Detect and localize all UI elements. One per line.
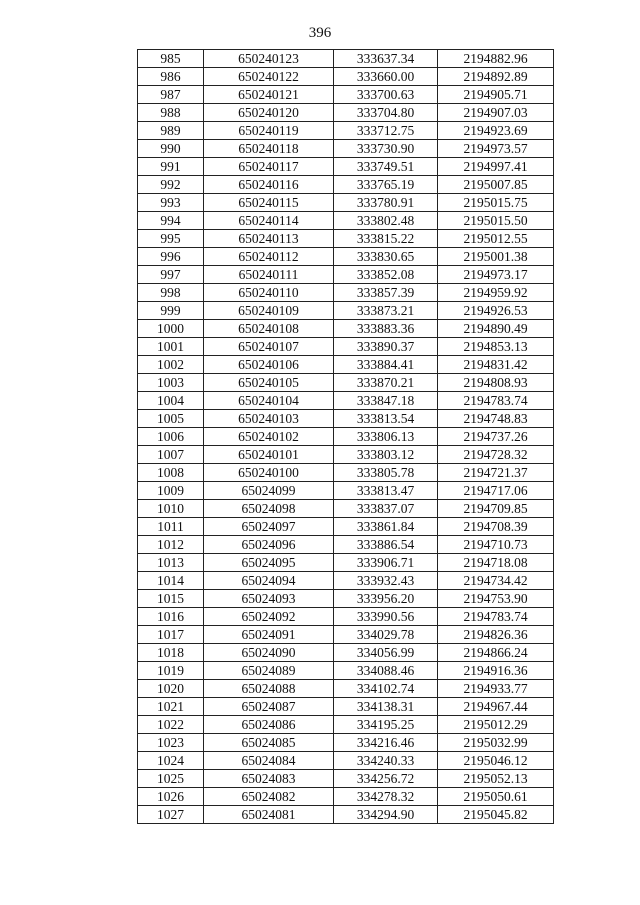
point-id-cell: 650240104 — [204, 392, 334, 410]
y-coordinate-cell: 2195045.82 — [438, 806, 554, 824]
x-coordinate-cell: 333886.54 — [334, 536, 438, 554]
y-coordinate-cell: 2195007.85 — [438, 176, 554, 194]
x-coordinate-cell: 334278.32 — [334, 788, 438, 806]
x-coordinate-cell: 333765.19 — [334, 176, 438, 194]
y-coordinate-cell: 2194708.39 — [438, 518, 554, 536]
point-id-cell: 650240108 — [204, 320, 334, 338]
row-index-cell: 998 — [138, 284, 204, 302]
x-coordinate-cell: 333852.08 — [334, 266, 438, 284]
row-index-cell: 989 — [138, 122, 204, 140]
row-index-cell: 996 — [138, 248, 204, 266]
table-row — [138, 50, 554, 68]
point-id-cell: 65024099 — [204, 482, 334, 500]
table-row — [138, 194, 554, 212]
y-coordinate-cell: 2194933.77 — [438, 680, 554, 698]
table-row — [138, 464, 554, 482]
point-id-cell: 650240114 — [204, 212, 334, 230]
table-row — [138, 284, 554, 302]
row-index-cell: 1002 — [138, 356, 204, 374]
table-row — [138, 122, 554, 140]
y-coordinate-cell: 2195012.55 — [438, 230, 554, 248]
x-coordinate-cell: 334138.31 — [334, 698, 438, 716]
table-row — [138, 104, 554, 122]
coordinates-table — [137, 49, 554, 824]
table-row — [138, 698, 554, 716]
y-coordinate-cell: 2194728.32 — [438, 446, 554, 464]
row-index-cell: 991 — [138, 158, 204, 176]
table-row — [138, 338, 554, 356]
table-row — [138, 140, 554, 158]
point-id-cell: 650240120 — [204, 104, 334, 122]
table-row — [138, 86, 554, 104]
table-row — [138, 590, 554, 608]
y-coordinate-cell: 2194967.44 — [438, 698, 554, 716]
table-row — [138, 518, 554, 536]
x-coordinate-cell: 333749.51 — [334, 158, 438, 176]
row-index-cell: 1025 — [138, 770, 204, 788]
x-coordinate-cell: 334256.72 — [334, 770, 438, 788]
x-coordinate-cell: 333712.75 — [334, 122, 438, 140]
table-row — [138, 500, 554, 518]
table-body — [138, 50, 554, 824]
x-coordinate-cell: 334240.33 — [334, 752, 438, 770]
row-index-cell: 993 — [138, 194, 204, 212]
point-id-cell: 650240106 — [204, 356, 334, 374]
point-id-cell: 650240112 — [204, 248, 334, 266]
row-index-cell: 1015 — [138, 590, 204, 608]
table-row — [138, 644, 554, 662]
y-coordinate-cell: 2195046.12 — [438, 752, 554, 770]
table-row — [138, 410, 554, 428]
row-index-cell: 1004 — [138, 392, 204, 410]
table-row — [138, 230, 554, 248]
x-coordinate-cell: 333857.39 — [334, 284, 438, 302]
x-coordinate-cell: 333704.80 — [334, 104, 438, 122]
table-row — [138, 356, 554, 374]
row-index-cell: 1003 — [138, 374, 204, 392]
y-coordinate-cell: 2195050.61 — [438, 788, 554, 806]
row-index-cell: 1000 — [138, 320, 204, 338]
x-coordinate-cell: 333890.37 — [334, 338, 438, 356]
x-coordinate-cell: 333803.12 — [334, 446, 438, 464]
y-coordinate-cell: 2194866.24 — [438, 644, 554, 662]
y-coordinate-cell: 2194973.57 — [438, 140, 554, 158]
point-id-cell: 65024084 — [204, 752, 334, 770]
y-coordinate-cell: 2194710.73 — [438, 536, 554, 554]
y-coordinate-cell: 2194916.36 — [438, 662, 554, 680]
row-index-cell: 1012 — [138, 536, 204, 554]
y-coordinate-cell: 2194973.17 — [438, 266, 554, 284]
point-id-cell: 65024096 — [204, 536, 334, 554]
y-coordinate-cell: 2194808.93 — [438, 374, 554, 392]
table-row — [138, 626, 554, 644]
x-coordinate-cell: 333883.36 — [334, 320, 438, 338]
x-coordinate-cell: 333847.18 — [334, 392, 438, 410]
y-coordinate-cell: 2194783.74 — [438, 608, 554, 626]
x-coordinate-cell: 333660.00 — [334, 68, 438, 86]
table-row — [138, 662, 554, 680]
point-id-cell: 650240117 — [204, 158, 334, 176]
point-id-cell: 650240105 — [204, 374, 334, 392]
row-index-cell: 1014 — [138, 572, 204, 590]
row-index-cell: 1017 — [138, 626, 204, 644]
table-row — [138, 482, 554, 500]
point-id-cell: 650240119 — [204, 122, 334, 140]
y-coordinate-cell: 2194997.41 — [438, 158, 554, 176]
x-coordinate-cell: 333990.56 — [334, 608, 438, 626]
x-coordinate-cell: 333805.78 — [334, 464, 438, 482]
point-id-cell: 65024087 — [204, 698, 334, 716]
point-id-cell: 650240116 — [204, 176, 334, 194]
table-row — [138, 302, 554, 320]
point-id-cell: 65024098 — [204, 500, 334, 518]
row-index-cell: 1007 — [138, 446, 204, 464]
y-coordinate-cell: 2194826.36 — [438, 626, 554, 644]
row-index-cell: 988 — [138, 104, 204, 122]
x-coordinate-cell: 333906.71 — [334, 554, 438, 572]
table-row — [138, 734, 554, 752]
y-coordinate-cell: 2194882.96 — [438, 50, 554, 68]
x-coordinate-cell: 333956.20 — [334, 590, 438, 608]
table-row — [138, 806, 554, 824]
row-index-cell: 999 — [138, 302, 204, 320]
x-coordinate-cell: 333637.34 — [334, 50, 438, 68]
x-coordinate-cell: 333873.21 — [334, 302, 438, 320]
x-coordinate-cell: 333932.43 — [334, 572, 438, 590]
row-index-cell: 1023 — [138, 734, 204, 752]
table-row — [138, 68, 554, 86]
point-id-cell: 650240121 — [204, 86, 334, 104]
point-id-cell: 650240101 — [204, 446, 334, 464]
row-index-cell: 1016 — [138, 608, 204, 626]
x-coordinate-cell: 333815.22 — [334, 230, 438, 248]
row-index-cell: 1021 — [138, 698, 204, 716]
x-coordinate-cell: 333730.90 — [334, 140, 438, 158]
point-id-cell: 65024092 — [204, 608, 334, 626]
x-coordinate-cell: 333780.91 — [334, 194, 438, 212]
x-coordinate-cell: 333870.21 — [334, 374, 438, 392]
table-row — [138, 446, 554, 464]
point-id-cell: 650240123 — [204, 50, 334, 68]
y-coordinate-cell: 2194748.83 — [438, 410, 554, 428]
row-index-cell: 1001 — [138, 338, 204, 356]
y-coordinate-cell: 2194853.13 — [438, 338, 554, 356]
table-row — [138, 248, 554, 266]
row-index-cell: 1027 — [138, 806, 204, 824]
table-row — [138, 212, 554, 230]
point-id-cell: 65024093 — [204, 590, 334, 608]
table-row — [138, 554, 554, 572]
y-coordinate-cell: 2194709.85 — [438, 500, 554, 518]
point-id-cell: 65024081 — [204, 806, 334, 824]
point-id-cell: 650240118 — [204, 140, 334, 158]
point-id-cell: 650240109 — [204, 302, 334, 320]
table-row — [138, 608, 554, 626]
point-id-cell: 65024095 — [204, 554, 334, 572]
row-index-cell: 1026 — [138, 788, 204, 806]
y-coordinate-cell: 2194737.26 — [438, 428, 554, 446]
page-number: 396 — [308, 25, 332, 41]
row-index-cell: 1022 — [138, 716, 204, 734]
y-coordinate-cell: 2194923.69 — [438, 122, 554, 140]
row-index-cell: 990 — [138, 140, 204, 158]
x-coordinate-cell: 333884.41 — [334, 356, 438, 374]
row-index-cell: 1008 — [138, 464, 204, 482]
x-coordinate-cell: 333830.65 — [334, 248, 438, 266]
table-row — [138, 158, 554, 176]
point-id-cell: 650240110 — [204, 284, 334, 302]
row-index-cell: 994 — [138, 212, 204, 230]
table-row — [138, 176, 554, 194]
table-row — [138, 788, 554, 806]
row-index-cell: 987 — [138, 86, 204, 104]
x-coordinate-cell: 333700.63 — [334, 86, 438, 104]
table-row — [138, 266, 554, 284]
x-coordinate-cell: 333806.13 — [334, 428, 438, 446]
y-coordinate-cell: 2194717.06 — [438, 482, 554, 500]
row-index-cell: 1010 — [138, 500, 204, 518]
x-coordinate-cell: 334088.46 — [334, 662, 438, 680]
x-coordinate-cell: 333802.48 — [334, 212, 438, 230]
x-coordinate-cell: 334195.25 — [334, 716, 438, 734]
table-row — [138, 572, 554, 590]
point-id-cell: 650240103 — [204, 410, 334, 428]
y-coordinate-cell: 2195015.75 — [438, 194, 554, 212]
point-id-cell: 650240111 — [204, 266, 334, 284]
x-coordinate-cell: 334294.90 — [334, 806, 438, 824]
row-index-cell: 1018 — [138, 644, 204, 662]
table-row — [138, 392, 554, 410]
table-row — [138, 320, 554, 338]
point-id-cell: 650240115 — [204, 194, 334, 212]
y-coordinate-cell: 2194718.08 — [438, 554, 554, 572]
table-row — [138, 752, 554, 770]
y-coordinate-cell: 2194783.74 — [438, 392, 554, 410]
row-index-cell: 1011 — [138, 518, 204, 536]
point-id-cell: 65024086 — [204, 716, 334, 734]
row-index-cell: 997 — [138, 266, 204, 284]
table-row — [138, 716, 554, 734]
row-index-cell: 1006 — [138, 428, 204, 446]
x-coordinate-cell: 334216.46 — [334, 734, 438, 752]
y-coordinate-cell: 2194926.53 — [438, 302, 554, 320]
point-id-cell: 650240122 — [204, 68, 334, 86]
point-id-cell: 65024097 — [204, 518, 334, 536]
y-coordinate-cell: 2194753.90 — [438, 590, 554, 608]
y-coordinate-cell: 2194907.03 — [438, 104, 554, 122]
table-row — [138, 536, 554, 554]
point-id-cell: 650240102 — [204, 428, 334, 446]
row-index-cell: 985 — [138, 50, 204, 68]
row-index-cell: 992 — [138, 176, 204, 194]
x-coordinate-cell: 333813.47 — [334, 482, 438, 500]
y-coordinate-cell: 2195032.99 — [438, 734, 554, 752]
y-coordinate-cell: 2194959.92 — [438, 284, 554, 302]
x-coordinate-cell: 333861.84 — [334, 518, 438, 536]
row-index-cell: 1024 — [138, 752, 204, 770]
point-id-cell: 65024085 — [204, 734, 334, 752]
row-index-cell: 1009 — [138, 482, 204, 500]
y-coordinate-cell: 2195012.29 — [438, 716, 554, 734]
point-id-cell: 65024091 — [204, 626, 334, 644]
y-coordinate-cell: 2195001.38 — [438, 248, 554, 266]
point-id-cell: 650240113 — [204, 230, 334, 248]
row-index-cell: 1020 — [138, 680, 204, 698]
x-coordinate-cell: 334056.99 — [334, 644, 438, 662]
x-coordinate-cell: 333813.54 — [334, 410, 438, 428]
y-coordinate-cell: 2194892.89 — [438, 68, 554, 86]
x-coordinate-cell: 334029.78 — [334, 626, 438, 644]
y-coordinate-cell: 2194721.37 — [438, 464, 554, 482]
table-row — [138, 770, 554, 788]
point-id-cell: 65024090 — [204, 644, 334, 662]
row-index-cell: 1019 — [138, 662, 204, 680]
row-index-cell: 986 — [138, 68, 204, 86]
y-coordinate-cell: 2194905.71 — [438, 86, 554, 104]
y-coordinate-cell: 2194831.42 — [438, 356, 554, 374]
y-coordinate-cell: 2195052.13 — [438, 770, 554, 788]
point-id-cell: 650240107 — [204, 338, 334, 356]
row-index-cell: 995 — [138, 230, 204, 248]
y-coordinate-cell: 2195015.50 — [438, 212, 554, 230]
table-row — [138, 428, 554, 446]
row-index-cell: 1005 — [138, 410, 204, 428]
point-id-cell: 65024089 — [204, 662, 334, 680]
table-row — [138, 680, 554, 698]
point-id-cell: 65024082 — [204, 788, 334, 806]
y-coordinate-cell: 2194734.42 — [438, 572, 554, 590]
x-coordinate-cell: 333837.07 — [334, 500, 438, 518]
point-id-cell: 65024088 — [204, 680, 334, 698]
table-row — [138, 374, 554, 392]
point-id-cell: 65024094 — [204, 572, 334, 590]
point-id-cell: 650240100 — [204, 464, 334, 482]
y-coordinate-cell: 2194890.49 — [438, 320, 554, 338]
row-index-cell: 1013 — [138, 554, 204, 572]
x-coordinate-cell: 334102.74 — [334, 680, 438, 698]
point-id-cell: 65024083 — [204, 770, 334, 788]
